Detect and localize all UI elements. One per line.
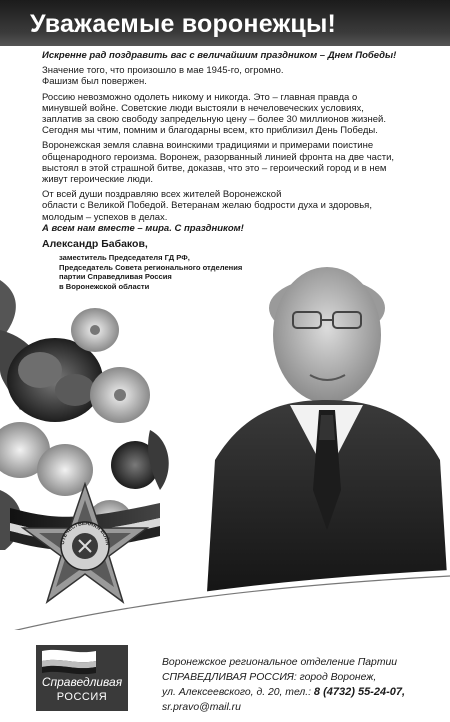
order-ribbon-text: ОТЕЧЕСТВЕННАЯ ВОЙН xyxy=(59,520,111,546)
footer-line1: Воронежское региональное отделение Партии xyxy=(162,657,398,668)
page-title: Уважаемые воронежцы! xyxy=(30,10,337,38)
letter-closing: А всем нам вместе – мира. С праздником! xyxy=(42,222,244,234)
signature-position-line4: в Воронежской области xyxy=(59,281,150,291)
order-patriotic-war-emblem xyxy=(10,478,160,628)
footer-phone: 8 (4732) 55-24-07, xyxy=(313,686,406,698)
signature-position-line3: партии Справедливая Россия xyxy=(59,272,172,281)
logo-text-line2: РОССИЯ xyxy=(56,691,108,703)
letter-p4-line2: области с Великой Победой. Ветеранам желаю бодрости духа и здоровья, молодым – успехов в делах. xyxy=(42,200,372,223)
signature-position-line1: заместитель Председателя ГД РФ, xyxy=(59,253,190,262)
party-logo xyxy=(36,645,128,711)
header-banner xyxy=(0,0,450,46)
footer-contacts xyxy=(162,656,450,715)
letter-p1-line2: Фашизм был повержен. xyxy=(42,76,147,88)
letter-paragraph-4 xyxy=(42,189,402,223)
letter-p1-line1: Значение того, что произошло в мае 1945-го, огромно. xyxy=(42,65,284,77)
footer-email[interactable]: sr.pravo@mail.ru xyxy=(162,701,241,713)
signature-name: Александр Бабаков, xyxy=(42,238,148,250)
footer-address: ул. Алексеевского, д. 20, тел.: xyxy=(162,687,314,698)
letter-intro: Искренне рад поздравить вас с величайшим праздником – Днем Победы! xyxy=(42,50,397,61)
footer-line3 xyxy=(162,685,450,701)
signature-position-line2: Председатель Совета регионального отделения xyxy=(59,262,243,272)
letter-paragraph-2: Россию невозможно одолеть никому и никогда. Это – главная правда о минувшей войне. Советские люди выстояли в нечеловеческих условиях, заплатив за свою свободу запредельную цену – более 30 миллионов жизней. Сегодня мы чтим, помним и благодарны всем, кто приблизил День Победы. xyxy=(42,91,386,137)
logo-text-line1: Справедливая xyxy=(41,675,123,689)
letter-p4-line1: От всей души поздравляю всех жителей Воронежской xyxy=(42,189,282,201)
footer-line2: СПРАВЕДЛИВАЯ РОССИЯ: город Воронеж, xyxy=(162,671,377,683)
letter-paragraph-3: Воронежская земля славна воинскими традициями и примерами поистине общенародного героизма. Воронеж, разорванный линией фронта на две части, выстоял в этой страшной битве, доказав, что это – героический город и в нем живут героические люди. xyxy=(42,140,395,186)
letter-paragraph-1 xyxy=(42,65,402,87)
letter-body xyxy=(42,50,402,238)
